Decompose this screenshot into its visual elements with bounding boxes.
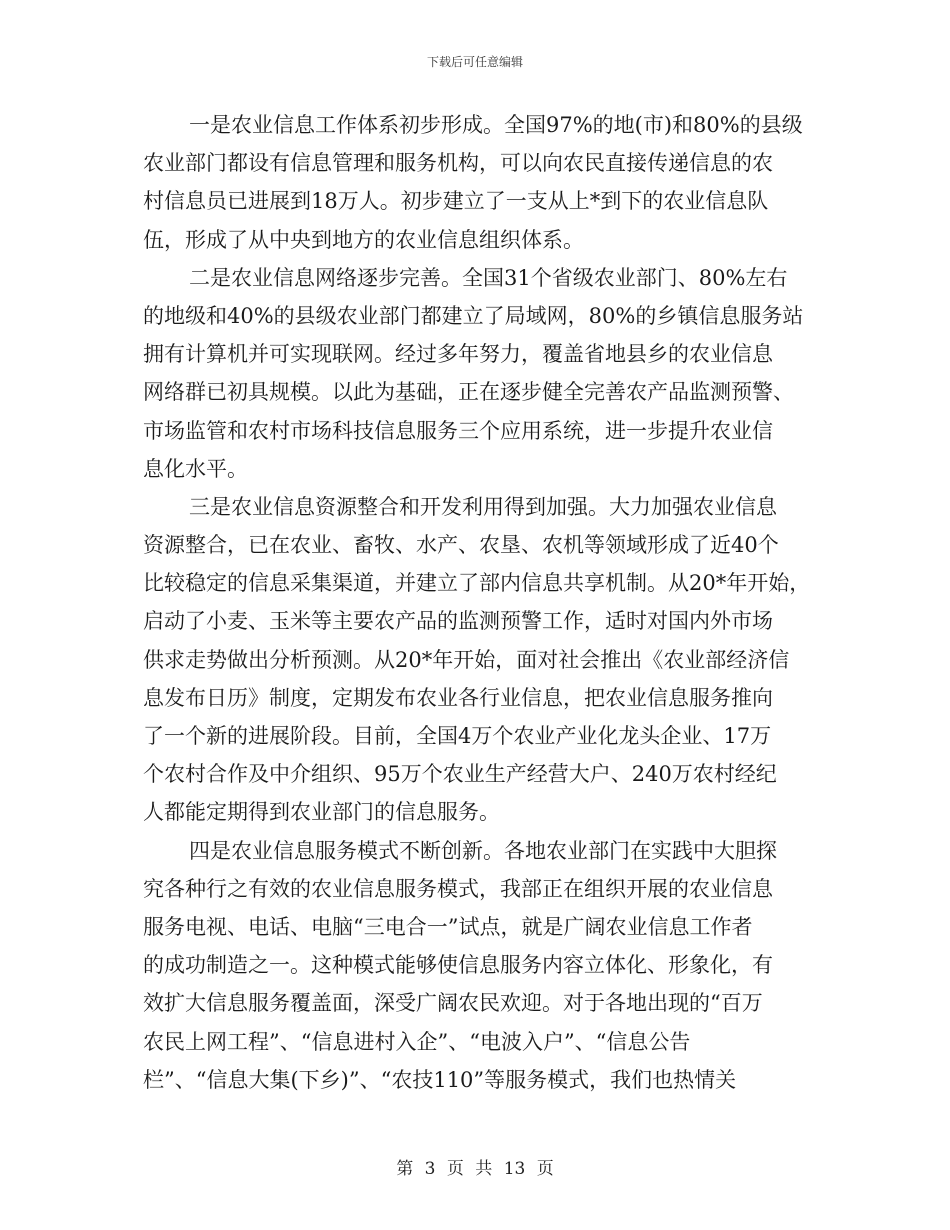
text-line: 二是农业信息网络逐步完善。全国31个省级农业部门、80%左右 (189, 265, 788, 290)
text-line: 资源整合，已在农业、畜牧、水产、农垦、农机等领域形成了近40个 (143, 533, 779, 558)
text-line: 村信息员已进展到18万人。初步建立了一支从上*到下的农业信息队 (143, 189, 769, 214)
text-line: 拥有计算机并可实现联网。经过多年努力，覆盖省地县乡的农业信息 (143, 342, 773, 367)
text-line: 效扩大信息服务覆盖面，深受广阔农民欢迎。对于各地出现的“百万 (143, 991, 763, 1016)
text-line: 四是农业信息服务模式不断创新。各地农业部门在实践中大胆探 (189, 838, 777, 863)
text-line: 的成功制造之一。这种模式能够使信息服务内容立体化、形象化，有 (143, 953, 773, 978)
text-line: 了一个新的进展阶段。目前，全国4万个农业产业化龙头企业、17万 (143, 724, 772, 748)
text-line: 个农村合作及中介组织、95万个农业生产经营大户、240万农村经纪 (143, 762, 777, 787)
text-line: 究各种行之有效的农业信息服务模式，我部正在组织开展的农业信息 (143, 876, 773, 901)
text-line: 市场监管和农村市场科技信息服务三个应用系统，进一步提升农业信 (143, 418, 773, 443)
text-line: 网络群已初具规模。以此为基础，正在逐步健全完善农产品监测预警、 (143, 380, 794, 405)
document-body (143, 106, 815, 1099)
text-line: 服务电视、电话、电脑“三电合一”试点，就是广阔农业信息工作者 (143, 914, 753, 939)
text-line: 供求走势做出分析预测。从20*年开始，面对社会推出《农业部经济信 (143, 647, 790, 672)
text-line: 启动了小麦、玉米等主要农产品的监测预警工作，适时对国内外市场 (143, 609, 773, 634)
text-line: 息化水平。 (143, 456, 248, 481)
text-line: 一是农业信息工作体系初步形成。全国97%的地(市)和80%的县级 (189, 113, 803, 137)
text-line: 比较稳定的信息采集渠道，并建立了部内信息共享机制。从20*年开始， (143, 571, 811, 596)
text-line: 伍，形成了从中央到地方的农业信息组织体系。 (143, 227, 584, 252)
page-footer: 第 3 页 共 13 页 (396, 1159, 554, 1179)
text-line: 农业部门都设有信息管理和服务机构，可以向农民直接传递信息的农 (143, 151, 773, 176)
page-header: 下载后可任意编辑 (426, 55, 523, 69)
text-line: 的地级和40%的县级农业部门都建立了局域网，80%的乡镇信息服务站 (143, 303, 804, 328)
text-line: 人都能定期得到农业部门的信息服务。 (143, 800, 500, 825)
text-line: 栏”、“信息大集(下乡)”、“农技110”等服务模式，我们也热情关 (143, 1067, 737, 1092)
text-line: 息发布日历》制度，定期发布农业各行业信息，把农业信息服务推向 (143, 685, 773, 710)
text-line: 农民上网工程”、“信息进村入企”、“电波入户”、“信息公告 (143, 1029, 691, 1054)
text-line: 三是农业信息资源整合和开发利用得到加强。大力加强农业信息 (189, 494, 777, 519)
